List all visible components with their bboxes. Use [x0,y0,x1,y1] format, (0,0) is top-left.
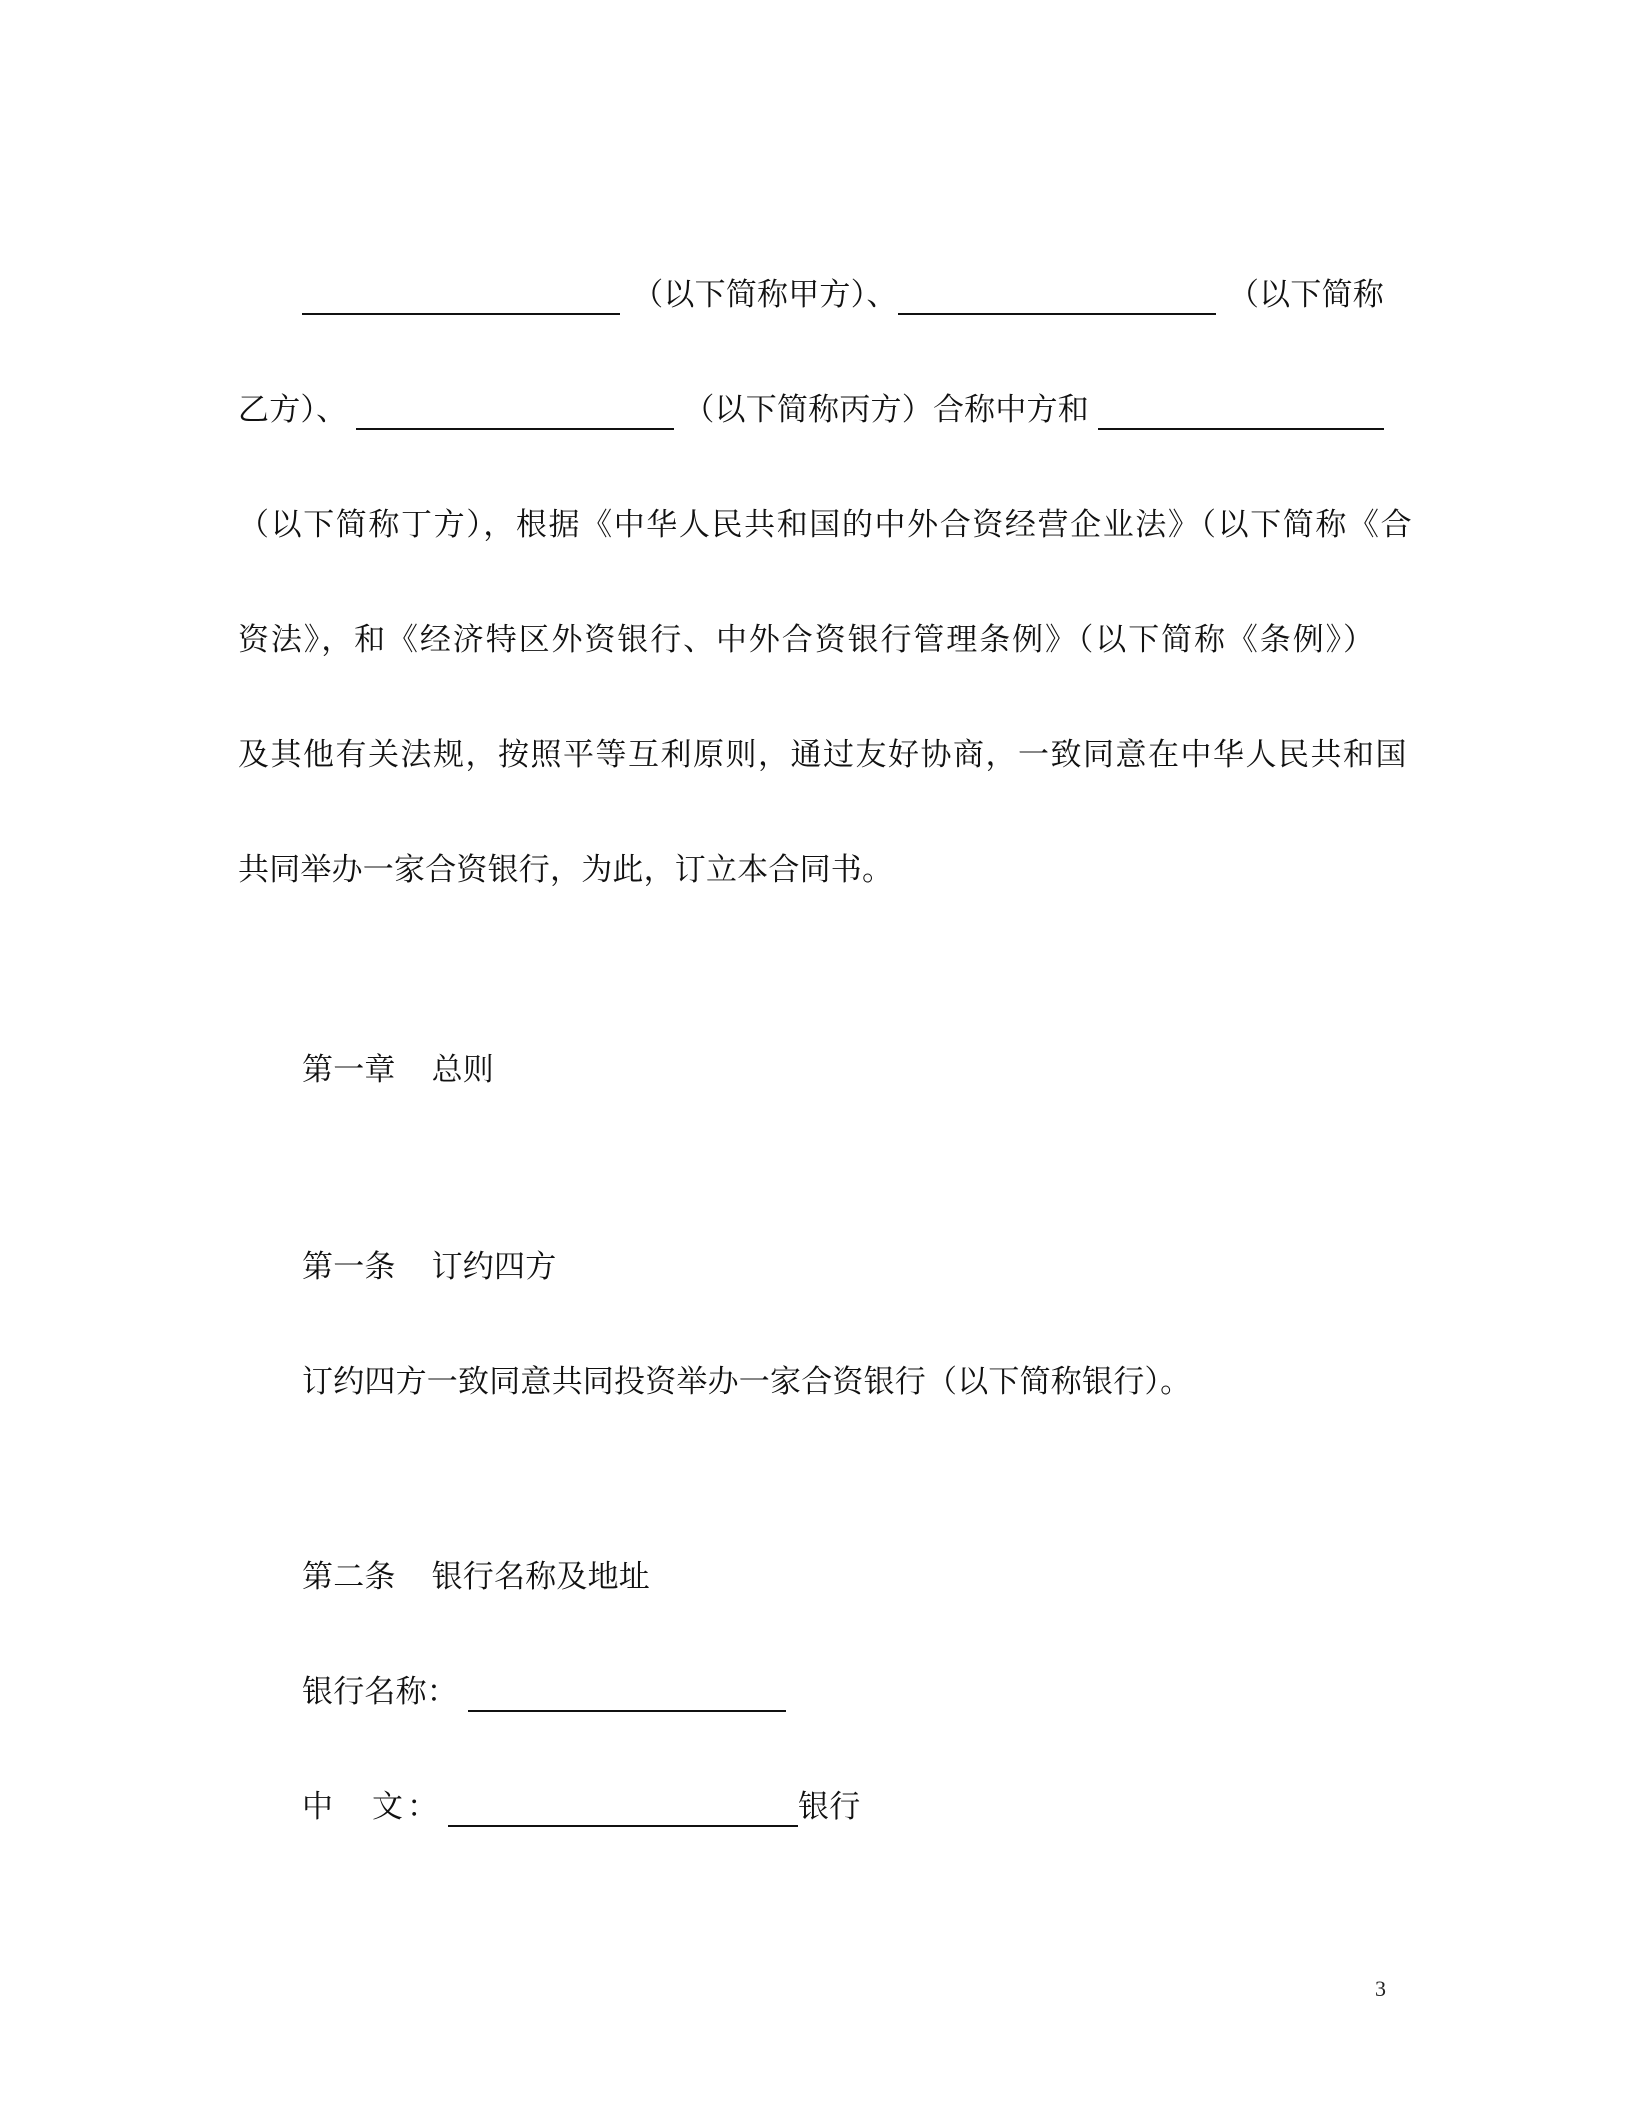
preamble-line-4 [238,620,1384,660]
article-2-heading [302,1557,1448,1597]
preamble-text-5: 及其他有关法规，按照平等互利原则，通过友好协商，一致同意在中华人民共和国 [238,737,1408,773]
party-a-blank[interactable] [302,279,620,315]
preamble-line-6 [238,850,1384,890]
chinese-name-row [302,1787,1448,1827]
chapter-title: 总则 [431,1052,495,1088]
preamble-line-5 [238,735,1408,775]
bank-name-label: 银行名称： [302,1674,458,1710]
party-b-label: （以下简称 [1227,277,1384,313]
party-c-label: （以下简称丙方）合称中方和 [683,392,1089,428]
bank-name-blank[interactable] [468,1676,786,1712]
bank-name-row [302,1672,1448,1712]
article-1-title: 订约四方 [431,1249,557,1285]
preamble-line-1 [302,275,1384,315]
preamble-line-2 [238,390,1384,430]
chinese-name-blank[interactable] [448,1791,798,1827]
party-b-label-end: 乙方）、 [238,392,348,428]
party-c-blank[interactable] [356,394,674,430]
article-2-number: 第二条 [302,1559,396,1595]
preamble-line-3 [238,505,1414,545]
article-1-text: 订约四方一致同意共同投资举办一家合资银行（以下简称银行）。 [302,1364,1192,1400]
preamble-text-3: （以下简称丁方），根据《中华人民共和国的中外合资经营企业法》（以下简称《合 [238,507,1414,543]
article-1-body [302,1362,1448,1402]
article-1-heading [302,1247,1448,1287]
preamble-text-4: 资法》，和《经济特区外资银行、中外合资银行管理条例》（以下简称《条例》） [238,622,1376,658]
party-b-blank[interactable] [898,279,1216,315]
article-2-title: 银行名称及地址 [431,1559,651,1595]
party-d-blank[interactable] [1098,394,1384,430]
party-a-label: （以下简称甲方）、 [632,277,898,313]
chinese-name-suffix: 银行 [798,1789,861,1825]
preamble-text-6: 共同举办一家合资银行，为此，订立本合同书。 [238,852,894,888]
chinese-name-label: 中 文： [302,1789,442,1825]
article-1-number: 第一条 [302,1249,396,1285]
chapter-number: 第一章 [302,1052,396,1088]
chapter-heading [302,1050,1448,1090]
page-number: 3 [1375,1976,1386,2001]
